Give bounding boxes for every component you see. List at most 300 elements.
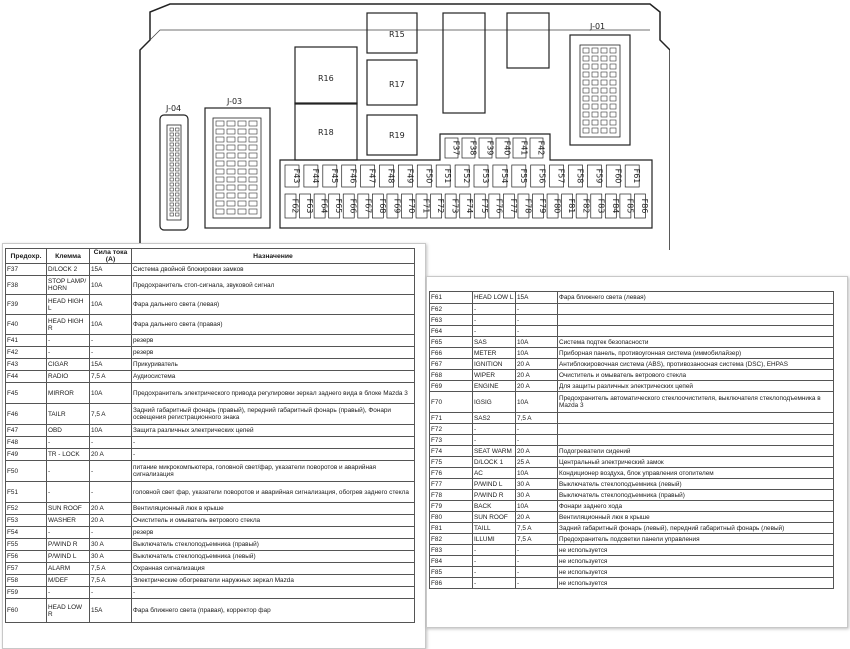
terminal-cell: - bbox=[473, 578, 516, 589]
table-row bbox=[430, 337, 834, 348]
fuse-id-cell: F71 bbox=[430, 413, 473, 424]
table-row bbox=[430, 468, 834, 479]
fuse-id-cell: F45 bbox=[6, 383, 47, 404]
fuse-table-right bbox=[426, 276, 848, 628]
terminal-cell: HEAD HIGH R bbox=[47, 315, 90, 335]
relay-r19-label: R19 bbox=[389, 131, 405, 140]
purpose-cell bbox=[558, 326, 834, 337]
connector-pin bbox=[610, 112, 616, 117]
connector-pin bbox=[227, 177, 235, 182]
connector-pin bbox=[170, 203, 174, 206]
fuse-label: F81 bbox=[567, 198, 577, 214]
table-row bbox=[6, 437, 415, 449]
connector-pin bbox=[170, 173, 174, 176]
current-cell: 7,5 A bbox=[90, 563, 132, 575]
current-cell: 7,5 A bbox=[516, 523, 558, 534]
fuse-label: F67 bbox=[363, 198, 373, 214]
table-row bbox=[430, 359, 834, 370]
purpose-cell: Выключатель стеклоподъемника (левый) bbox=[558, 479, 834, 490]
connector-pin bbox=[601, 88, 607, 93]
fuse-label: F38 bbox=[468, 140, 478, 156]
purpose-cell: Подогреватели сидений bbox=[558, 446, 834, 457]
fuse-id-cell: F73 bbox=[430, 435, 473, 446]
connector-pin bbox=[176, 148, 180, 151]
fuse-id-cell: F50 bbox=[6, 461, 47, 482]
header-fuse: Предохр. bbox=[6, 249, 47, 264]
table-header-row bbox=[6, 249, 415, 264]
connector-pin bbox=[176, 183, 180, 186]
connector-pin bbox=[583, 80, 589, 85]
fuse-id-cell: F70 bbox=[430, 392, 473, 413]
connector-pin bbox=[249, 153, 257, 158]
relay-r18-label: R18 bbox=[318, 128, 334, 137]
relay-r16-label: R16 bbox=[318, 74, 334, 83]
connector-pin bbox=[601, 120, 607, 125]
fuse-id-cell: F65 bbox=[430, 337, 473, 348]
table-row bbox=[430, 370, 834, 381]
connector-pin bbox=[227, 153, 235, 158]
connector-pin bbox=[610, 56, 616, 61]
fuse-label: F55 bbox=[518, 168, 528, 184]
connector-pin bbox=[176, 153, 180, 156]
connector-pin bbox=[249, 185, 257, 190]
purpose-cell: Система подтек безопасности bbox=[558, 337, 834, 348]
fuse-id-cell: F62 bbox=[430, 304, 473, 315]
current-cell: 15A bbox=[90, 264, 132, 276]
connector-pin bbox=[238, 145, 246, 150]
table-row bbox=[6, 482, 415, 503]
fuse-id-cell: F54 bbox=[6, 527, 47, 539]
connector-pin bbox=[583, 96, 589, 101]
purpose-cell bbox=[558, 413, 834, 424]
fuse-id-cell: F61 bbox=[430, 292, 473, 304]
connector-pin bbox=[583, 120, 589, 125]
fuse-id-cell: F42 bbox=[6, 347, 47, 359]
connector-pin bbox=[610, 88, 616, 93]
purpose-cell: Центральный электрический замок bbox=[558, 457, 834, 468]
fuse-label: F45 bbox=[329, 168, 339, 184]
connector-pin bbox=[176, 203, 180, 206]
connector-pin bbox=[610, 80, 616, 85]
purpose-cell: Задний габаритный фонарь (правый), передний габаритный фонарь (правый), Фонари освещения регистрационного знака bbox=[132, 404, 415, 425]
fuse-table-2 bbox=[429, 291, 834, 589]
fuse-label: F44 bbox=[310, 168, 320, 184]
current-cell: 7,5 A bbox=[516, 534, 558, 545]
terminal-cell: SAS bbox=[473, 337, 516, 348]
connector-pin bbox=[583, 104, 589, 109]
fuse-id-cell: F57 bbox=[6, 563, 47, 575]
fuse-label: F63 bbox=[305, 198, 315, 214]
fuse-label: F73 bbox=[450, 198, 460, 214]
table-row bbox=[6, 527, 415, 539]
connector-pin bbox=[610, 104, 616, 109]
current-cell: - bbox=[516, 578, 558, 589]
connector-pin bbox=[583, 56, 589, 61]
connector-pin bbox=[610, 96, 616, 101]
fuse-id-cell: F64 bbox=[430, 326, 473, 337]
table-row bbox=[430, 490, 834, 501]
fuse-label: F82 bbox=[581, 198, 591, 214]
connector-pin bbox=[227, 193, 235, 198]
fuse-id-cell: F76 bbox=[430, 468, 473, 479]
connector-pin bbox=[238, 169, 246, 174]
connector-pin bbox=[249, 209, 257, 214]
terminal-cell: BACK bbox=[473, 501, 516, 512]
fuse-id-cell: F72 bbox=[430, 424, 473, 435]
terminal-cell: OBD bbox=[47, 425, 90, 437]
fuse-id-cell: F66 bbox=[430, 348, 473, 359]
fuse-label: F46 bbox=[348, 168, 358, 184]
table-row bbox=[430, 326, 834, 337]
fuse-label: F66 bbox=[348, 198, 358, 214]
connector-pin bbox=[610, 48, 616, 53]
purpose-cell: Антиблокировочная система (ABS), противозаносная система (DSC), EHPAS bbox=[558, 359, 834, 370]
connector-pin bbox=[592, 112, 598, 117]
current-cell: - bbox=[516, 315, 558, 326]
header-terminal: Клемма bbox=[47, 249, 90, 264]
terminal-cell: WASHER bbox=[47, 515, 90, 527]
current-cell: - bbox=[516, 326, 558, 337]
connector-pin bbox=[170, 198, 174, 201]
fuse-id-cell: F74 bbox=[430, 446, 473, 457]
connector-pin bbox=[227, 129, 235, 134]
connector-pin bbox=[176, 158, 180, 161]
purpose-cell: головной свет фар, указатели поворотов и аварийная сигнализация, обогрев заднего стекла bbox=[132, 482, 415, 503]
connector-pin bbox=[249, 161, 257, 166]
fuse-label: F50 bbox=[424, 168, 434, 184]
current-cell: 10A bbox=[516, 337, 558, 348]
table-row bbox=[6, 449, 415, 461]
empty-slot-small bbox=[507, 13, 549, 68]
terminal-cell: STOP LAMP/ HORN bbox=[47, 276, 90, 295]
terminal-cell: CIGAR bbox=[47, 359, 90, 371]
purpose-cell: Фара дальнего света (правая) bbox=[132, 315, 415, 335]
connector-pin bbox=[176, 213, 180, 216]
purpose-cell: Фара ближнего света (левая) bbox=[558, 292, 834, 304]
purpose-cell: Фара дальнего света (левая) bbox=[132, 295, 415, 315]
purpose-cell: - bbox=[132, 449, 415, 461]
connector-pin bbox=[216, 193, 224, 198]
fuse-label: F78 bbox=[523, 198, 533, 214]
relay-r17-label: R17 bbox=[389, 80, 405, 89]
fuse-label: F77 bbox=[508, 198, 518, 214]
table-row bbox=[6, 563, 415, 575]
connector-pin bbox=[216, 129, 224, 134]
fuse-id-cell: F53 bbox=[6, 515, 47, 527]
fuse-label: F72 bbox=[436, 198, 446, 214]
connector-pin bbox=[238, 129, 246, 134]
connector-pin bbox=[592, 96, 598, 101]
terminal-cell: - bbox=[473, 545, 516, 556]
table-row bbox=[430, 501, 834, 512]
table-row bbox=[430, 304, 834, 315]
fuse-label: F59 bbox=[594, 168, 604, 184]
connector-pin bbox=[249, 121, 257, 126]
terminal-cell: P/WIND L bbox=[473, 479, 516, 490]
current-cell: 20 A bbox=[90, 449, 132, 461]
purpose-cell bbox=[558, 304, 834, 315]
fuse-label: F53 bbox=[481, 168, 490, 184]
current-cell: 10A bbox=[516, 468, 558, 479]
purpose-cell: Прикуриватель bbox=[132, 359, 415, 371]
connector-pin bbox=[249, 145, 257, 150]
connector-pin bbox=[238, 121, 246, 126]
connector-pin bbox=[176, 178, 180, 181]
connector-pin bbox=[592, 120, 598, 125]
fuse-id-cell: F40 bbox=[6, 315, 47, 335]
terminal-cell: ALARM bbox=[47, 563, 90, 575]
current-cell: 20 A bbox=[516, 370, 558, 381]
fuse-label: F42 bbox=[536, 140, 546, 156]
terminal-cell: ILLUMI bbox=[473, 534, 516, 545]
fuse-label: F57 bbox=[556, 168, 566, 184]
current-cell: - bbox=[516, 545, 558, 556]
fuse-label: F62 bbox=[290, 198, 300, 214]
terminal-cell: WIPER bbox=[473, 370, 516, 381]
terminal-cell: P/WIND R bbox=[47, 539, 90, 551]
purpose-cell: не используется bbox=[558, 578, 834, 589]
fuse-id-cell: F67 bbox=[430, 359, 473, 370]
fuse-id-cell: F46 bbox=[6, 404, 47, 425]
terminal-cell: SUN ROOF bbox=[47, 503, 90, 515]
connector-pin bbox=[176, 128, 180, 131]
fuse-label: F39 bbox=[485, 140, 495, 156]
connector-pin bbox=[170, 153, 174, 156]
fuse-label: F84 bbox=[610, 198, 620, 214]
connector-pin bbox=[216, 185, 224, 190]
table-row bbox=[6, 371, 415, 383]
purpose-cell: Выключатель стеклоподъемника (левый) bbox=[132, 551, 415, 563]
fuse-label: F61 bbox=[632, 168, 642, 184]
purpose-cell: - bbox=[132, 437, 415, 449]
purpose-cell bbox=[558, 315, 834, 326]
purpose-cell: не используется bbox=[558, 567, 834, 578]
current-cell: 20 A bbox=[516, 359, 558, 370]
fuse-label: F51 bbox=[443, 168, 453, 184]
fuse-id-cell: F59 bbox=[6, 587, 47, 599]
connector-pin bbox=[170, 213, 174, 216]
terminal-cell: - bbox=[473, 315, 516, 326]
table-row bbox=[6, 335, 415, 347]
terminal-cell: - bbox=[47, 437, 90, 449]
table-row bbox=[430, 523, 834, 534]
fuse-label: F48 bbox=[386, 168, 396, 184]
connector-pin bbox=[592, 48, 598, 53]
table-row bbox=[430, 348, 834, 359]
terminal-cell: - bbox=[473, 304, 516, 315]
fuse-id-cell: F77 bbox=[430, 479, 473, 490]
fuse-label: F49 bbox=[405, 168, 415, 184]
purpose-cell: питание микрокомпьютера, головной свет/фар, указатели поворотов и аварийная сигнализация bbox=[132, 461, 415, 482]
purpose-cell: Предохранитель автоматического стеклоочистителя, выключателя стеклоподъемника в Mazda 3 bbox=[558, 392, 834, 413]
purpose-cell: Выключатель стеклоподъемника (правый) bbox=[558, 490, 834, 501]
table-row bbox=[6, 347, 415, 359]
table-row bbox=[430, 292, 834, 304]
purpose-cell: резерв bbox=[132, 335, 415, 347]
fuse-box-drawing bbox=[130, 0, 670, 250]
connector-pin bbox=[238, 137, 246, 142]
connector-pin bbox=[610, 72, 616, 77]
current-cell: - bbox=[90, 527, 132, 539]
purpose-cell: резерв bbox=[132, 347, 415, 359]
table-row bbox=[430, 534, 834, 545]
table-row bbox=[6, 575, 415, 587]
fuse-id-cell: F68 bbox=[430, 370, 473, 381]
current-cell: - bbox=[516, 304, 558, 315]
fuse-id-cell: F52 bbox=[6, 503, 47, 515]
current-cell: - bbox=[516, 567, 558, 578]
table-row bbox=[6, 425, 415, 437]
fuse-id-cell: F60 bbox=[6, 599, 47, 623]
terminal-cell: - bbox=[47, 347, 90, 359]
connector-pin bbox=[583, 48, 589, 53]
current-cell: 20 A bbox=[90, 515, 132, 527]
connector-pin bbox=[170, 138, 174, 141]
purpose-cell: Предохранитель стоп-сигнала, звуковой сигнал bbox=[132, 276, 415, 295]
table-row bbox=[430, 567, 834, 578]
table-row bbox=[6, 276, 415, 295]
fuse-id-cell: F41 bbox=[6, 335, 47, 347]
fuse-id-cell: F44 bbox=[6, 371, 47, 383]
fuse-label: F75 bbox=[479, 198, 489, 214]
terminal-cell: RADIO bbox=[47, 371, 90, 383]
connector-pin bbox=[170, 188, 174, 191]
terminal-cell: TAILL bbox=[473, 523, 516, 534]
purpose-cell: Защита различных электрических цепей bbox=[132, 425, 415, 437]
connector-pin bbox=[216, 201, 224, 206]
terminal-cell: D/LOCK 2 bbox=[47, 264, 90, 276]
connector-pin bbox=[249, 169, 257, 174]
terminal-cell: METER bbox=[473, 348, 516, 359]
terminal-cell: TR - LOCK bbox=[47, 449, 90, 461]
connector-pin bbox=[176, 198, 180, 201]
terminal-cell: - bbox=[47, 482, 90, 503]
table-row bbox=[6, 295, 415, 315]
table-row bbox=[6, 461, 415, 482]
connector-pin bbox=[176, 193, 180, 196]
connector-pin bbox=[601, 56, 607, 61]
current-cell: - bbox=[90, 461, 132, 482]
fuse-label: F65 bbox=[334, 198, 344, 214]
table-row bbox=[6, 315, 415, 335]
connector-pin bbox=[170, 163, 174, 166]
connector-pin bbox=[249, 129, 257, 134]
connector-pin bbox=[583, 112, 589, 117]
connector-pin bbox=[238, 209, 246, 214]
current-cell: 10A bbox=[516, 392, 558, 413]
connector-pin bbox=[170, 158, 174, 161]
connector-pin bbox=[216, 145, 224, 150]
table-row bbox=[6, 264, 415, 276]
table-row bbox=[6, 383, 415, 404]
connector-pin bbox=[170, 128, 174, 131]
fuse-label: F47 bbox=[367, 168, 377, 184]
fuse-id-cell: F55 bbox=[6, 539, 47, 551]
table-row bbox=[430, 424, 834, 435]
connector-pin bbox=[592, 80, 598, 85]
purpose-cell: Электрические обогреватели наружных зеркал Mazda bbox=[132, 575, 415, 587]
fuse-label: F83 bbox=[596, 198, 606, 214]
terminal-cell: - bbox=[47, 461, 90, 482]
connector-pin bbox=[601, 96, 607, 101]
table-row bbox=[6, 503, 415, 515]
connector-pin bbox=[592, 104, 598, 109]
current-cell: 10A bbox=[516, 501, 558, 512]
purpose-cell: Фонари заднего хода bbox=[558, 501, 834, 512]
current-cell: 20 A bbox=[516, 381, 558, 392]
fuse-id-cell: F38 bbox=[6, 276, 47, 295]
relay-r15-label: R15 bbox=[389, 30, 405, 39]
fuse-label: F69 bbox=[392, 198, 402, 214]
terminal-cell: HEAD LOW R bbox=[47, 599, 90, 623]
terminal-cell: P/WIND L bbox=[47, 551, 90, 563]
fuse-id-cell: F47 bbox=[6, 425, 47, 437]
purpose-cell: Вентиляционный люк в крыше bbox=[558, 512, 834, 523]
fuse-id-cell: F43 bbox=[6, 359, 47, 371]
empty-slot-large bbox=[443, 13, 485, 113]
current-cell: 7,5 A bbox=[90, 404, 132, 425]
current-cell: 15A bbox=[516, 292, 558, 304]
fuse-label: F43 bbox=[292, 168, 301, 184]
terminal-cell: AC bbox=[473, 468, 516, 479]
purpose-cell: Кондиционер воздуха, блок управления отопителем bbox=[558, 468, 834, 479]
table-row bbox=[430, 512, 834, 523]
fuse-id-cell: F83 bbox=[430, 545, 473, 556]
current-cell: 15A bbox=[90, 359, 132, 371]
current-cell: 30 A bbox=[90, 551, 132, 563]
fuse-label: F86 bbox=[639, 198, 649, 214]
table-row bbox=[6, 404, 415, 425]
connector-pin bbox=[592, 64, 598, 69]
fuse-id-cell: F78 bbox=[430, 490, 473, 501]
current-cell: 10A bbox=[90, 315, 132, 335]
fuse-table-left bbox=[2, 243, 426, 649]
fuse-id-cell: F48 bbox=[6, 437, 47, 449]
table-row bbox=[6, 599, 415, 623]
table-row bbox=[6, 587, 415, 599]
table-row bbox=[6, 539, 415, 551]
terminal-cell: - bbox=[473, 424, 516, 435]
terminal-cell: M/DEF bbox=[47, 575, 90, 587]
current-cell: - bbox=[90, 482, 132, 503]
fuse-label: F74 bbox=[465, 198, 475, 214]
terminal-cell: - bbox=[473, 567, 516, 578]
connector-pin bbox=[176, 168, 180, 171]
purpose-cell: Выключатель стеклоподъемника (правый) bbox=[132, 539, 415, 551]
fuse-label: F64 bbox=[319, 198, 329, 214]
connector-pin bbox=[583, 128, 589, 133]
connector-pin bbox=[227, 169, 235, 174]
current-cell: 30 A bbox=[516, 479, 558, 490]
current-cell: - bbox=[90, 347, 132, 359]
connector-pin bbox=[601, 104, 607, 109]
current-cell: 10A bbox=[90, 295, 132, 315]
connector-j04-label: J-04 bbox=[166, 104, 182, 113]
terminal-cell: - bbox=[473, 556, 516, 567]
current-cell: - bbox=[90, 437, 132, 449]
current-cell: 20 A bbox=[516, 512, 558, 523]
table-row bbox=[430, 556, 834, 567]
purpose-cell bbox=[558, 435, 834, 446]
current-cell: 25 A bbox=[516, 457, 558, 468]
connector-pin bbox=[170, 193, 174, 196]
terminal-cell: - bbox=[47, 335, 90, 347]
connector-pin bbox=[176, 188, 180, 191]
terminal-cell: SAS2 bbox=[473, 413, 516, 424]
fuse-label: F40 bbox=[502, 140, 512, 156]
terminal-cell: - bbox=[47, 587, 90, 599]
connector-pin bbox=[601, 80, 607, 85]
